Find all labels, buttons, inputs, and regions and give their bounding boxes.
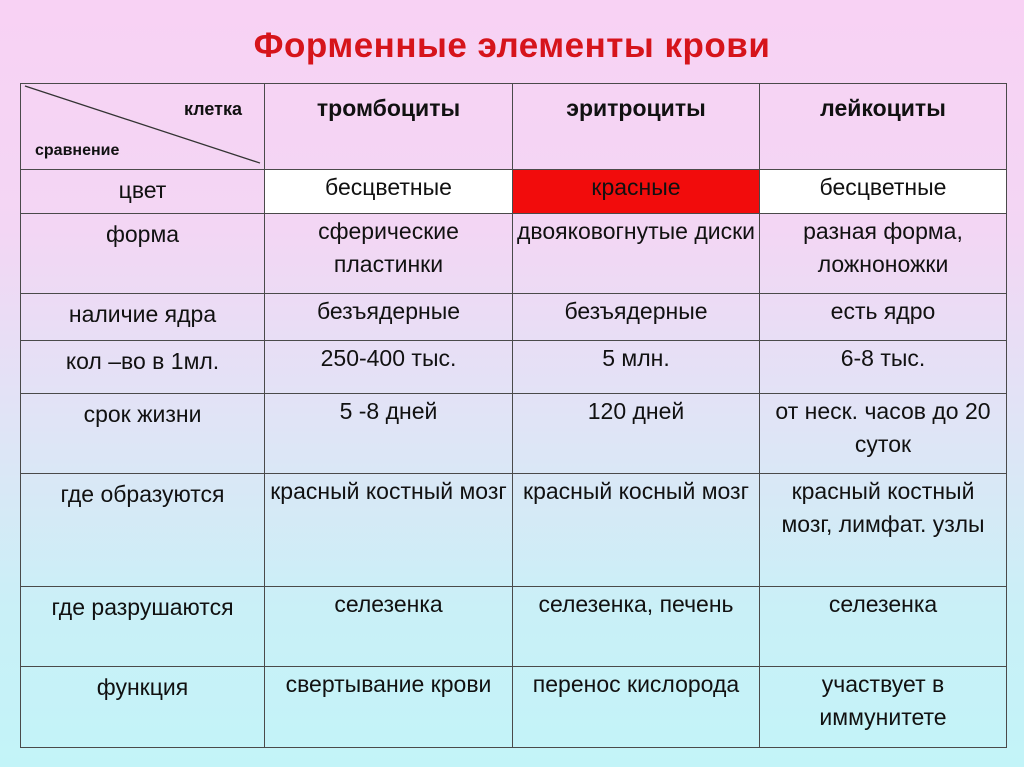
table-row — [21, 170, 1007, 214]
table-row — [21, 341, 1007, 394]
blood-elements-table — [20, 83, 1007, 748]
cell-erythrocytes: безъядерные — [513, 294, 760, 341]
row-label: срок жизни — [21, 394, 265, 474]
cell-platelets: бесцветные — [265, 170, 513, 214]
row-label: где разрушаются — [21, 587, 265, 667]
cell-leukocytes: разная форма, ложноножки — [760, 214, 1007, 294]
cell-platelets: селезенка — [265, 587, 513, 667]
cell-platelets: красный костный мозг — [265, 474, 513, 587]
table-row — [21, 667, 1007, 748]
table-row — [21, 214, 1007, 294]
cell-leukocytes: участвует в иммунитете — [760, 667, 1007, 748]
corner-cell — [21, 84, 265, 170]
cell-erythrocytes: двояковогнутые диски — [513, 214, 760, 294]
row-label: цвет — [21, 170, 265, 214]
cell-erythrocytes: красные — [513, 170, 760, 214]
cell-leukocytes: красный костный мозг, лимфат. узлы — [760, 474, 1007, 587]
corner-cell-label: клетка — [183, 99, 242, 119]
column-header-platelets: тромбоциты — [265, 84, 513, 170]
column-header-leukocytes: лейкоциты — [760, 84, 1007, 170]
cell-platelets: 5 -8 дней — [265, 394, 513, 474]
cell-erythrocytes: селезенка, печень — [513, 587, 760, 667]
corner-comparison-label: сравнение — [35, 142, 120, 159]
table-row — [21, 294, 1007, 341]
cell-platelets: 250-400 тыс. — [265, 341, 513, 394]
cell-platelets: сферические пластинки — [265, 214, 513, 294]
row-label: кол –во в 1мл. — [21, 341, 265, 394]
page-title: Форменные элементы крови — [253, 26, 771, 65]
table-header-row — [21, 84, 1007, 170]
cell-platelets: свертывание крови — [265, 667, 513, 748]
table-row — [21, 474, 1007, 587]
cell-leukocytes: 6-8 тыс. — [760, 341, 1007, 394]
cell-erythrocytes: перенос кислорода — [513, 667, 760, 748]
cell-erythrocytes: красный косный мозг — [513, 474, 760, 587]
row-label: наличие ядра — [21, 294, 265, 341]
column-header-erythrocytes: эритроциты — [513, 84, 760, 170]
cell-leukocytes: от неск. часов до 20 суток — [760, 394, 1007, 474]
row-label: функция — [21, 667, 265, 748]
row-label: форма — [21, 214, 265, 294]
table-row — [21, 394, 1007, 474]
cell-leukocytes: селезенка — [760, 587, 1007, 667]
cell-erythrocytes: 5 млн. — [513, 341, 760, 394]
cell-erythrocytes: 120 дней — [513, 394, 760, 474]
cell-platelets: безъядерные — [265, 294, 513, 341]
cell-leukocytes: есть ядро — [760, 294, 1007, 341]
cell-leukocytes: бесцветные — [760, 170, 1007, 214]
row-label: где образуются — [21, 474, 265, 587]
table-row — [21, 587, 1007, 667]
